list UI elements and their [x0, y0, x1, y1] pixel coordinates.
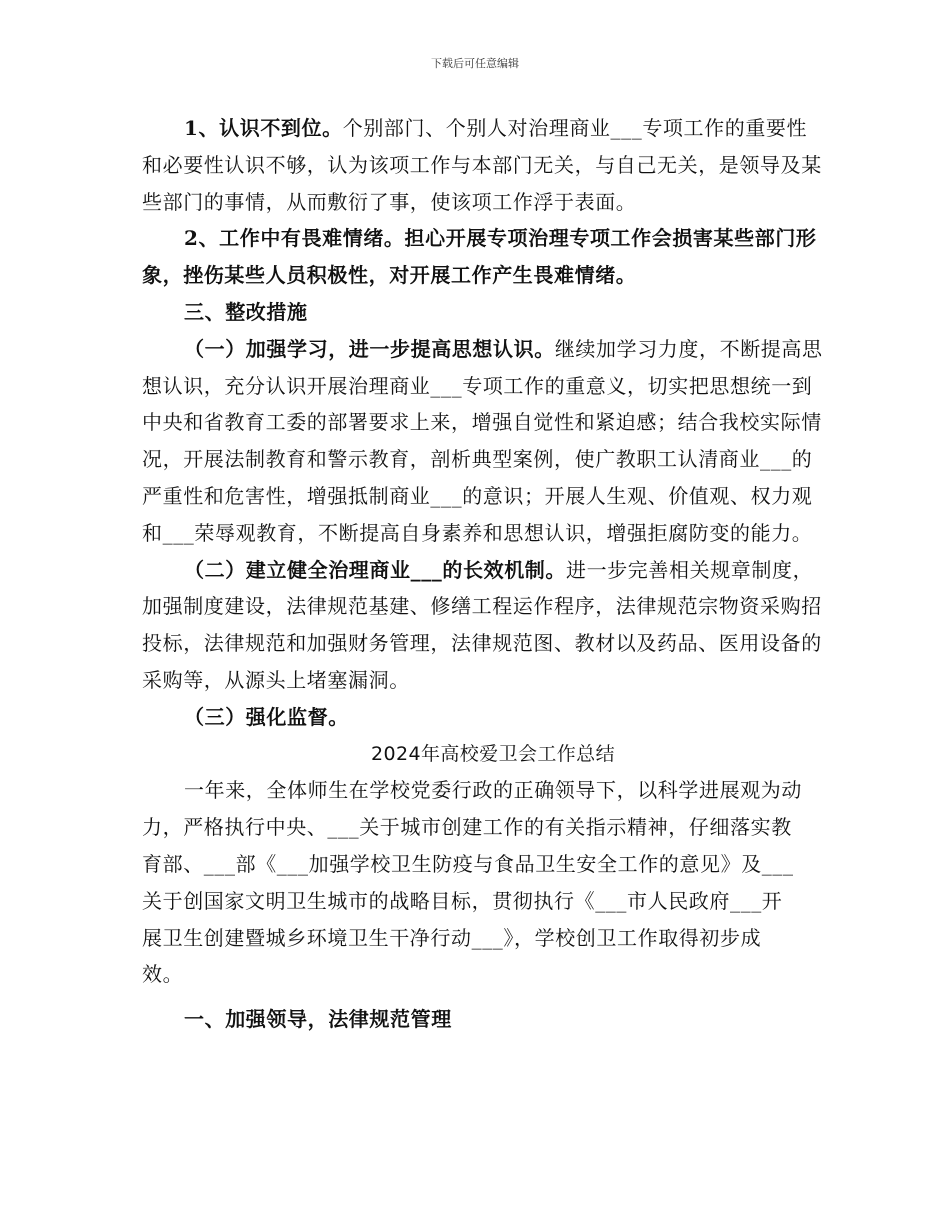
paragraph-text: 继续加学习力度，不断提高思想认识，充分认识开展治理商业___专项工作的重意义，切实把思想统一到中央和省教育工委的部署要求上来，增强自觉性和紧迫感；结合我校实际情况，开展法制教育和警示教育，剖析典型案例，使广教职工认清商业___的严重性和危害性，增强抵制商业___的意识；开展人生观、价值观、权力观和___荣辱观教育，不断提高自身素养和思想认识，增强拒腐防变的能力。: [142, 336, 823, 545]
paragraph-difficulty: 2、工作中有畏难情绪。担心开展专项治理专项工作会损害某些部门形象，挫伤某些人员积极性，对开展工作产生畏难情绪。: [142, 226, 817, 288]
paragraph-lead: （一）加强学习，进一步提高思想认识。: [184, 336, 555, 361]
paragraph-recognition: [142, 110, 824, 220]
paragraph-text: 进一步完善相关规章制度，加强制度建设，法律规范基建、修缮工程运作程序，法律规范宗物资采购招投标，法律规范和加强财务管理，法律规范图、教材以及药品、医用设备的采购等，从源头上堵塞漏洞。: [142, 557, 822, 692]
document-title: 2024年高校爱卫会工作总结: [371, 742, 615, 765]
paragraph-text: 个别部门、个别人对治理商业___专项工作的重要性和必要性认识不够，认为该项工作与本部门无关，与自己无关，是领导及某些部门的事情，从而敷衍了事，使该项工作浮于表面。: [142, 116, 822, 214]
paragraph-lead: （二）建立健全治理商业___的长效机制。: [184, 557, 566, 582]
paragraph-strengthen-learning: [142, 331, 824, 552]
section-heading-rectification: 三、整改措施: [184, 299, 308, 324]
page-header: 下载后可任意编辑: [431, 57, 519, 70]
section-heading-leadership: 一、加强领导，法律规范管理: [184, 1007, 452, 1032]
paragraph-lead: 1、认识不到位。: [184, 116, 343, 140]
document-body: [142, 110, 824, 1038]
paragraph-long-term-mechanism: [142, 552, 824, 699]
paragraph-summary: 一年来，全体师生在学校党委行政的正确领导下，以科学进展观为动力，严格执行中央、___关于城市创建工作的有关指示精神，仔细落实教育部、___部《___加强学校卫生防疫与食品卫生安全工作的意见》及___关于创国家文明卫生城市的战略目标，贯彻执行《___市人民政府___开展卫生创建暨城乡环境卫生干净行动___》，学校创卫工作取得初步成效。: [142, 778, 802, 987]
paragraph-strengthen-supervision: （三）强化监督。: [184, 704, 349, 729]
